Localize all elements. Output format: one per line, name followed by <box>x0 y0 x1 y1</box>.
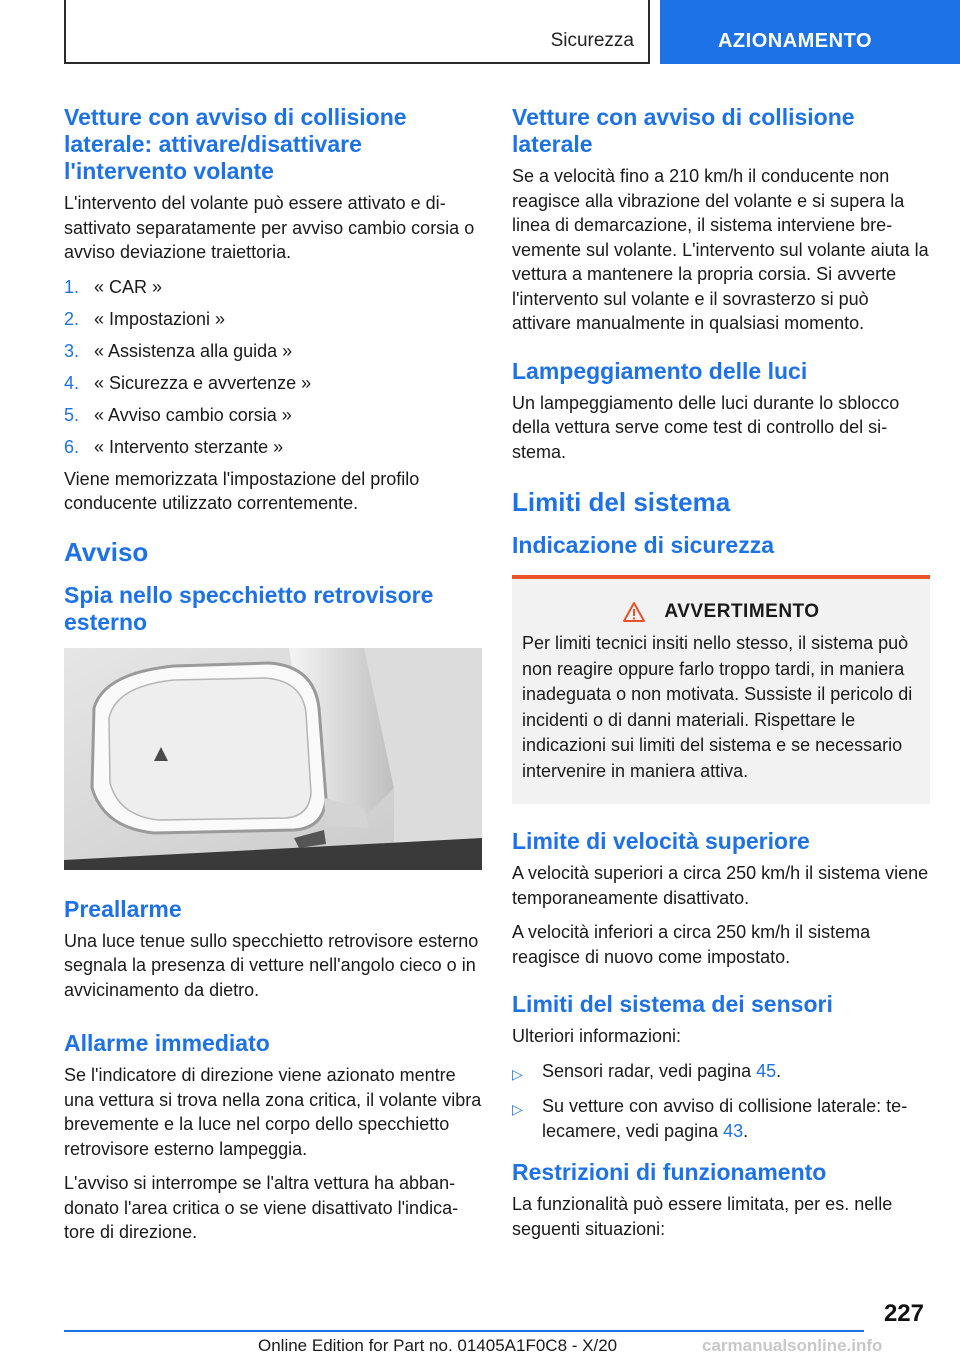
heading-sensori: Limiti del sistema dei sensori <box>512 991 833 1017</box>
list-item: ▷ Su vetture con avviso di collisione laterale: telecamere, vedi pagina 43. <box>512 1094 930 1143</box>
heading-avviso: Avviso <box>64 536 149 567</box>
paragraph-vetture: Se a velocità fino a 210 km/h il conducente non reagisce alla vibrazione del volante e si supera la linea di demarcazione, il sistema interviene brevemente sul volante. L'intervento sul volante aiuta la vettura a mantenere la propria corsia. Si avverte l'intervento sul volante e il sovrasterzo si può attivare manualmente in qualsiasi momento. <box>512 166 929 333</box>
heading-restrizioni: Restrizioni di funzionamento <box>512 1159 827 1185</box>
heading-lampeggiamento: Lampeggiamento delle luci <box>512 357 808 384</box>
heading-vetture: Vetture con avviso di collisione laterale <box>512 104 855 157</box>
heading-limiti: Limiti del sistema <box>512 487 731 517</box>
footer-edition: Online Edition for Part no. 01405A1F0C8 - X/20 <box>258 1336 618 1355</box>
heading-preallarme: Preallarme <box>64 895 182 922</box>
paragraph-velocita-1: A velocità superiori a circa 250 km/h il sistema viene temporaneamente disattivato. <box>512 863 929 908</box>
warning-box <box>512 575 930 804</box>
list-item: ▷ Sensori radar, vedi pagina 45. <box>512 1059 930 1087</box>
header-chapter-label: AZIONAMENTO <box>717 30 872 52</box>
page-link-45[interactable]: 45 <box>756 1060 777 1081</box>
page-link-43[interactable]: 43 <box>723 1120 744 1141</box>
header-chapter-tab <box>660 0 960 64</box>
paragraph-restrizioni: La funzionalità può essere limitata, per es. nelle seguenti situazioni: <box>512 1194 893 1239</box>
warning-text: Per limiti tecnici insiti nello stesso, il sistema può non reagire oppure farlo troppo tardi, in maniera inadeguata o non motivata. Sussiste il pericolo di incidenti o di danni materiali. Rispettare le indicazioni sui limiti del sistema e se necessario intervenire in maniera attiva. <box>522 633 913 781</box>
paragraph-preallarme: Una luce tenue sullo specchietto retrovisore esterno segnala la presenza di vetture nell'angolo cieco o in avvicinamento da dietro. <box>64 930 479 1000</box>
footer-divider <box>64 1330 864 1332</box>
heading-allarme: Allarme immediato <box>64 1030 270 1056</box>
heading-spia: Spia nello specchietto retrovisore esterno <box>64 581 434 635</box>
triangle-bullet-icon: ▷ <box>512 1101 523 1117</box>
list-item: 4. « Sicurezza e avvertenze » <box>64 372 312 393</box>
paragraph-velocita-2: A velocità inferiori a circa 250 km/h il sistema reagisce di nuovo come impostato. <box>512 922 871 967</box>
list-item: 6. « Intervento sterzante » <box>64 436 284 457</box>
warning-title-label: AVVERTIMENTO <box>664 601 820 622</box>
list-item: 2. « Impostazioni » <box>64 308 226 329</box>
page-number: 227 <box>883 1300 924 1327</box>
right-column <box>512 104 930 1251</box>
list-item: 1. « CAR » <box>64 276 163 297</box>
warning-triangle-icon <box>622 601 646 623</box>
steps-list <box>64 275 482 460</box>
triangle-bullet-icon: ▷ <box>512 1065 523 1082</box>
watermark: carmanualsonline.info <box>702 1336 883 1355</box>
paragraph-allarme-2: L'avviso si interrompe se l'altra vettura ha abbandonato l'area critica o se viene disattivato l'indicatore di direzione. <box>64 1173 459 1242</box>
sensor-list <box>512 1059 930 1144</box>
header-section-label: Sicurezza <box>550 30 634 51</box>
paragraph-lampeggiamento: Un lampeggiamento delle luci durante lo sblocco della vettura serve come test di controllo del sistema. <box>512 392 900 462</box>
left-column <box>64 104 482 1255</box>
warning-title <box>522 601 920 623</box>
paragraph-sensori: Ulteriori informazioni: <box>512 1026 682 1046</box>
paragraph-profile: Viene memorizzata l'impostazione del profilo conducente utilizzato correntemente. <box>64 468 420 513</box>
heading-activate: Vetture con avviso di collisione laterale: attivare/disattivare l'intervento volante <box>64 104 407 184</box>
paragraph-activate: L'intervento del volante può essere attivato e disattivato separatamente per avviso cambio corsia o avviso deviazione traiettoria. <box>64 193 475 262</box>
header-section-box <box>64 0 650 64</box>
heading-indicazione: Indicazione di sicurezza <box>512 532 775 558</box>
list-item: 5. « Avviso cambio corsia » <box>64 404 292 425</box>
list-item: 3. « Assistenza alla guida » <box>64 340 293 361</box>
mirror-illustration <box>64 648 482 870</box>
heading-velocita: Limite di velocità superiore <box>512 828 810 854</box>
paragraph-allarme-1: Se l'indicatore di direzione viene azionato mentre una vettura si trova nella zona critica, il volante vibra brevemente e la luce nel corpo dello specchietto retrovisore esterno lampeggia. <box>64 1065 482 1159</box>
